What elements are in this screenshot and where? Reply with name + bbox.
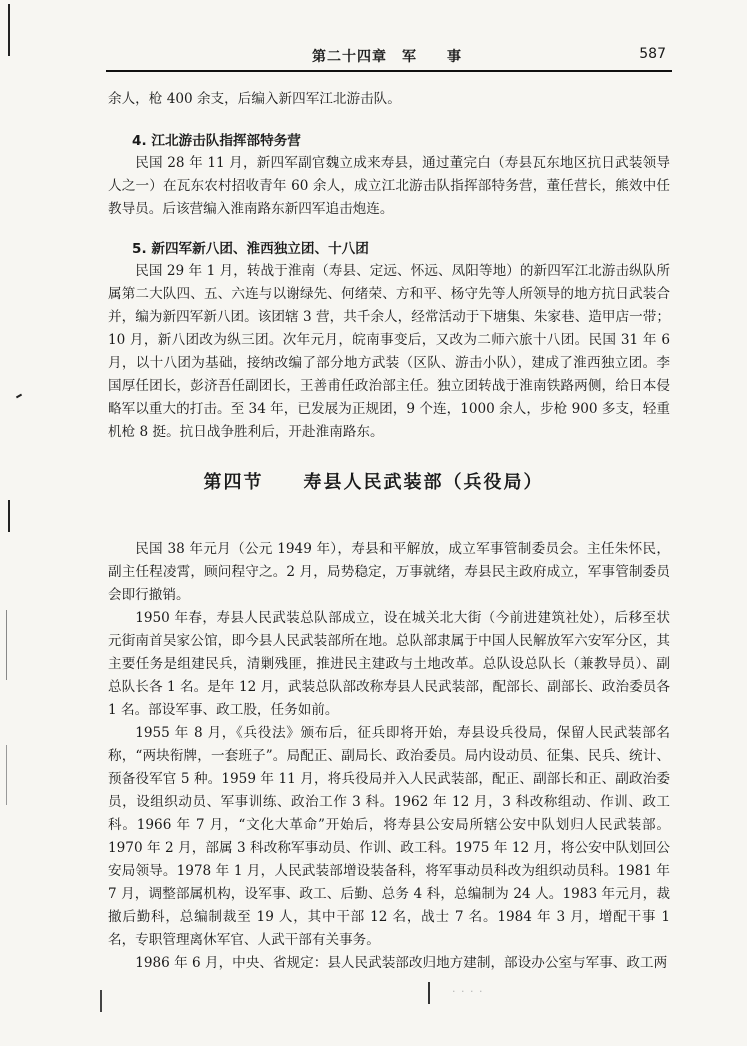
section-title: 寿县人民武装部（兵役局） bbox=[303, 472, 544, 493]
section-heading bbox=[0, 468, 747, 494]
scan-noise: · · · · bbox=[452, 985, 484, 998]
section-body bbox=[108, 538, 670, 975]
subsection-5-heading: 5. 新四军新八团、淮西独立团、十八团 bbox=[132, 241, 369, 257]
section-paragraph-1: 民国 38 年元月（公元 1949 年），寿县和平解放，成立军事管制委员会。主任朱怀民，副主任程凌霄，顾问程守之。2 月，局势稳定，万事就绪，寿县民主政府成立，军事管制委员会即行撤销。 bbox=[108, 541, 670, 603]
continuation-text: 余人，枪 400 余支，后编入新四军江北游击队。 bbox=[108, 91, 401, 107]
scan-bottom-tick bbox=[428, 982, 430, 1004]
subsection-4-paragraph: 民国 28 年 11 月，新四军副官魏立成来寿县，通过董完白（寿县瓦东地区抗日武装领导人之一）在瓦东农村招收青年 60 余人，成立江北游击队指挥部特务营，董任营长，熊效中任教导员。后该营编入淮南路东新四军追击炮连。 bbox=[108, 155, 670, 217]
chapter-title: 第二十四章 军 事 bbox=[312, 49, 462, 65]
section-number: 第四节 bbox=[203, 472, 264, 493]
section-paragraph-3: 1955 年 8 月，《兵役法》颁布后，征兵即将开始，寿县设兵役局，保留人民武装部名称，“两块衔牌，一套班子”。局配正、副局长、政治委员。局内设动员、征集、民兵、统计、预备役军官 5 种。1959 年 11 月，将兵役局并入人民武装部，配正、副部长和正、副政治委员，设组织动员、军事训练、政治工作 3 科。1962 年 12 月，3 科改称组动、作训、政工科。1966 年 7 月，“文化大革命”开始后，将寿县公安局所辖公安中队划归人民武装部。1970 年 2 月，部属 3 科改称军事动员、作训、政工科。1975 年 12 月，将公安中队划回公安局领导。1978 年 1 月，人民武装部增设装备科，将军事动员科改为组织动员科。1981 年 7 月，调整部属机构，设军事、政工、后勤、总务 4 科，总编制为 24 人。1983 年元月，裁撤后勤科，总编制裁至 19 人，其中干部 12 名，战士 7 名。1984 年 3 月，增配干事 1 名，专职管理离休军官、人武干部有关事务。 bbox=[108, 725, 670, 948]
subsection-5-paragraph: 民国 29 年 1 月，转战于淮南（寿县、定远、怀远、凤阳等地）的新四军江北游击纵队所属第二大队四、五、六连与以谢绿先、何绪荣、方和平、杨守先等人所领导的地方抗日武装合并，编为新四军新八团。该团辖 3 营，共千余人，经常活动于下塘集、朱家巷、造甲店一带；10 月，新八团改为纵三团。次年元月，皖南事变后，又改为二师六旅十八团。民国 31 年 6 月，以十八团为基础，接纳改编了部分地方武装（区队、游击小队），建成了淮西独立团。李国厚任团长，彭济吾任副团长，王善甫任政治部主任。独立团转战于淮南铁路两侧，给日本侵略军以重大的打击。至 34 年，已发展为正规团，9 个连，1000 余人，步枪 900 多支，轻重机枪 8 挺。抗日战争胜利后，开赴淮南路东。 bbox=[108, 263, 670, 440]
page-number: 587 bbox=[639, 46, 666, 62]
running-header bbox=[106, 46, 672, 72]
scan-margin-line bbox=[8, 500, 10, 532]
scan-margin-line bbox=[6, 745, 7, 805]
subsection-4-body bbox=[108, 152, 670, 221]
scan-margin-tick bbox=[16, 394, 22, 399]
scan-margin-line bbox=[8, 4, 10, 56]
section-paragraph-2: 1950 年春，寿县人民武装总队部成立，设在城关北大街（今前进建筑社处），后移至状元街南首吴家公馆，即今县人民武装部所在地。总队部隶属于中国人民解放军六安军分区，其主要任务是组建民兵，清剿残匪，推进民主建政与土地改革。总队设总队长（兼教导员）、副总队长各 1 名。是年 12 月，武装总队部改称寿县人民武装部，配部长、副部长、政治委员各 1 名。部设军事、政工股，任务如前。 bbox=[108, 610, 670, 718]
subsection-5-body bbox=[108, 260, 670, 444]
scan-margin-line bbox=[6, 610, 7, 680]
subsection-4-heading: 4. 江北游击队指挥部特务营 bbox=[132, 133, 301, 149]
continuation-block bbox=[108, 88, 670, 111]
section-paragraph-4: 1986 年 6 月，中央、省规定：县人民武装部改归地方建制，部设办公室与军事、政工两 bbox=[135, 955, 668, 971]
scan-bottom-tick bbox=[100, 990, 102, 1012]
